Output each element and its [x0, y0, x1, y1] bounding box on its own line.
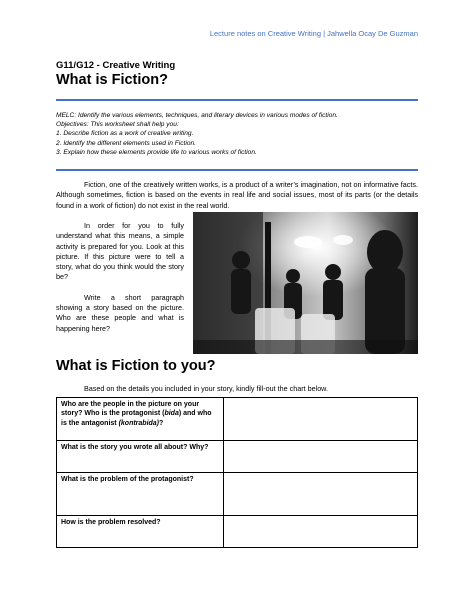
chart-row: [57, 441, 418, 473]
page-title: What is Fiction?: [56, 72, 168, 88]
objectives-intro: Objectives: This worksheet shall help you:: [56, 121, 179, 129]
divider-top: [56, 99, 418, 101]
answer-cell[interactable]: [224, 516, 418, 548]
question-who: Who are the people in the picture on your story? Who is the protagonist (bida) and who is the antagonist (kontrabida)?: [57, 398, 224, 441]
page-header: Lecture notes on Creative Writing | Jahwella Ocay De Guzman: [209, 29, 418, 38]
melc-box: [56, 111, 418, 157]
fiction-chart: [56, 397, 418, 548]
section-title: What is Fiction to you?: [56, 358, 216, 374]
objective-item: 3. Explain how these elements provide life to various works of fiction.: [56, 148, 257, 156]
question-resolution: How is the problem resolved?: [57, 516, 224, 548]
answer-cell[interactable]: [224, 473, 418, 516]
answer-cell[interactable]: [224, 398, 418, 441]
question-problem: What is the problem of the protagonist?: [57, 473, 224, 516]
divider-bottom: [56, 169, 418, 171]
activity-paragraph: Write a short paragraph showing a story based on the picture. Who are these people and what is happening here?: [56, 292, 184, 333]
question-story: What is the story you wrote all about? Why?: [57, 441, 224, 473]
course-label: G11/G12 - Creative Writing: [56, 60, 176, 71]
story-photo: [193, 212, 418, 354]
intro-paragraph-text: Fiction, one of the creatively written works, is a product of a writer’s imagination, not on informative facts. Although sometimes, fiction is based on the events in real life and social issues, most of its parts (or the details found in a work of fiction) do not exist in the real world.: [56, 180, 418, 210]
chart-row: [57, 516, 418, 548]
melc-line: MELC: Identify the various elements, techniques, and literary devices in various modes of fiction.: [56, 112, 338, 119]
activity-column: [56, 221, 184, 344]
intro-paragraph: [56, 180, 418, 211]
chart-instructions: Based on the details you included in your story, kindly fill-out the chart below.: [84, 384, 328, 393]
chart-row: [57, 473, 418, 516]
chart-row: [57, 398, 418, 441]
objective-item: 2. Identify the different elements used in Fiction.: [56, 139, 197, 147]
answer-cell[interactable]: [224, 441, 418, 473]
activity-paragraph: In order for you to fully understand what this means, a simple activity is prepared for you. Look at this picture. If this picture were to tell a story, what do you think would the story be?: [56, 221, 184, 282]
objective-item: 1. Describe fiction as a work of creative writing.: [56, 130, 194, 138]
